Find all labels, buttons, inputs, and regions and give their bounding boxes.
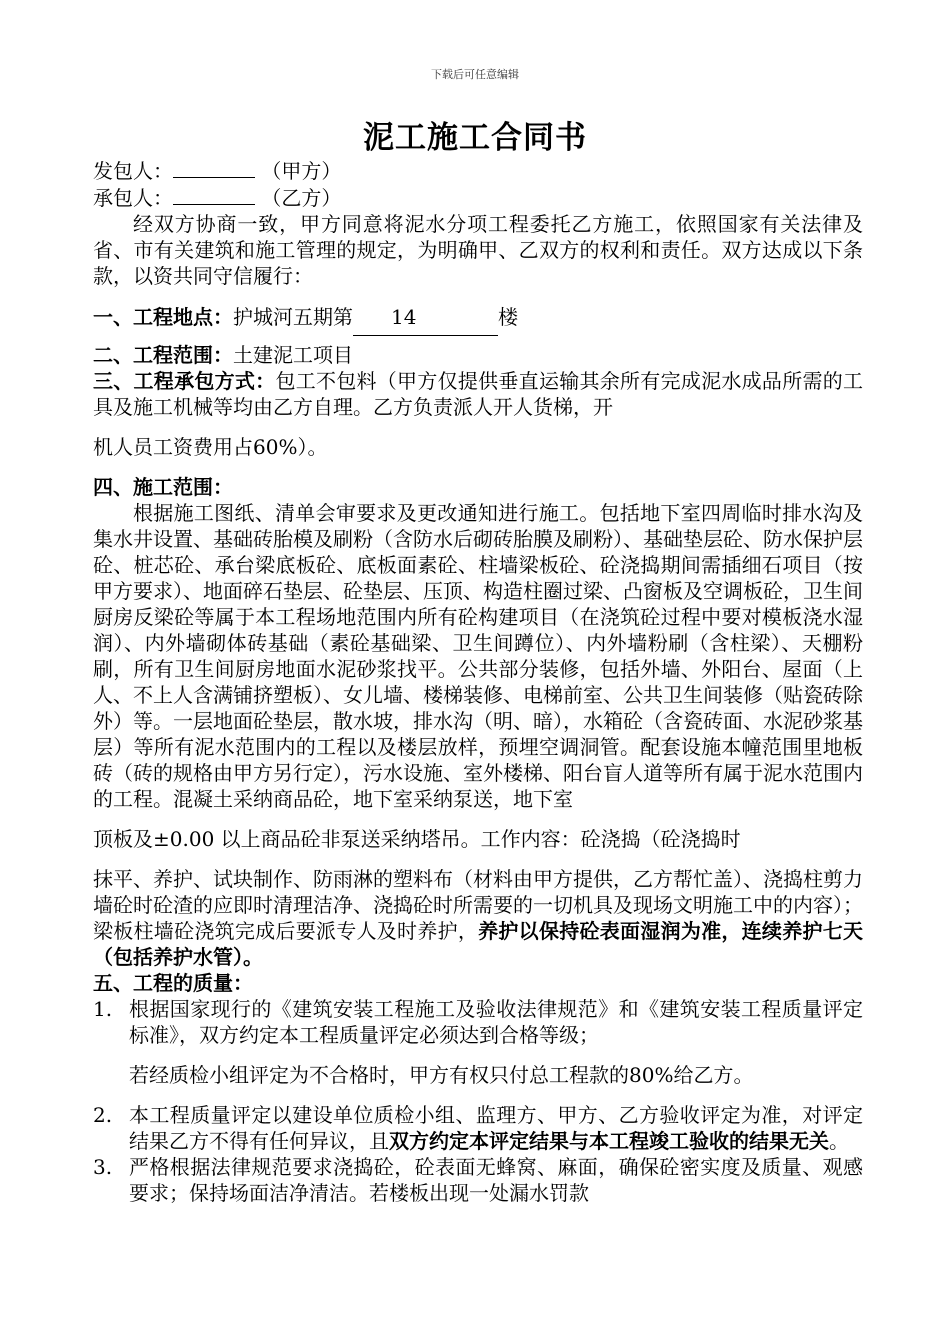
- list-number: 3.: [93, 1155, 113, 1179]
- section-1-text: 护城河五期第: [233, 305, 353, 329]
- document-title: 泥工施工合同书: [363, 120, 587, 156]
- intro-paragraph: 经双方协商一致，甲方同意将泥水分项工程委托乙方施工，依照国家有关法律及省、市有关建筑和施工管理的规定，为明确甲、乙双方的权利和责任。双方达成以下条款，以资共同守信履行：: [93, 212, 863, 288]
- quality-item-3-text: 严格根据法律规范要求浇捣砼，砼表面无蜂窝、麻面，确保砼密实度及质量、观感要求；保持场面洁净清洁。若楼板出现一处漏水罚款: [129, 1155, 863, 1205]
- section-1-suffix: 楼: [498, 305, 518, 329]
- section-4-para2: 顶板及±0.00 以上商品砼非泵送采纳塔吊。工作内容：砼浇捣（砼浇捣时: [93, 827, 741, 851]
- party-b-line: [93, 184, 863, 211]
- section-1: [93, 299, 863, 336]
- section-2-heading: 二、工程范围：: [93, 343, 233, 367]
- party-a-role: （甲方）: [261, 159, 342, 183]
- list-number: 1.: [93, 997, 113, 1021]
- party-b-role: （乙方）: [261, 186, 342, 210]
- document-body: [93, 157, 863, 1206]
- party-a-label: 发包人：: [93, 159, 173, 183]
- section-4-para3: [93, 866, 863, 970]
- building-number: [353, 299, 498, 336]
- quality-item-2: [93, 1102, 863, 1154]
- quality-item-2-tail: 。: [829, 1129, 849, 1153]
- section-3-heading: 三、工程承包方式：: [93, 369, 276, 393]
- section-4-heading: 四、施工范围：: [93, 475, 233, 499]
- quality-item-1: [93, 996, 863, 1088]
- section-4-para3-bold: 养护以保持砼表面湿润为准，连续养护七天（包括养护水管）。: [93, 919, 864, 969]
- quality-item-2-body: 本工程质量评定以建设单位质检小组、监理方、甲方、乙方验收评定为准，对评定结果乙方不得有任何异议，且: [129, 1103, 863, 1153]
- section-4-para3-text: 抹平、养护、试块制作、防雨淋的塑料布（材料由甲方提供，乙方帮忙盖）、浇捣柱剪力墙砼时砼渣的应即时清理洁净、浇捣砼时所需要的一切机具及现场文明施工中的内容）；梁板柱墙砼浇筑完成后要派专人及时养护，: [93, 867, 863, 943]
- quality-item-3: [93, 1154, 863, 1206]
- party-b-label: 承包人：: [93, 186, 173, 210]
- header-note: 下载后可任意编辑: [431, 68, 519, 81]
- section-5-heading: 五、工程的质量：: [93, 971, 253, 995]
- section-3: [93, 368, 863, 420]
- section-3-text-cont: 机人员工资费用占60%）。: [93, 435, 328, 459]
- quality-item-2-bold: 双方约定本评定结果与本工程竣工验收的结果无关: [389, 1129, 829, 1153]
- quality-item-2-text: [129, 1102, 863, 1154]
- building-number-value: 14: [391, 305, 417, 329]
- section-3-text: 包工不包料（甲方仅提供垂直运输其余所有完成泥水成品所需的工具及施工机械等均由乙方自理。乙方负责派人开人货梯，开: [93, 369, 864, 419]
- quality-item-1-extra: 若经质检小组评定为不合格时，甲方有权只付总工程款的80%给乙方。: [129, 1063, 754, 1087]
- section-4-para1: 根据施工图纸、清单会审要求及更改通知进行施工。包括地下室四周临时排水沟及集水井设置、基础砖胎模及刷粉（含防水后砌砖胎膜及刷粉）、基础垫层砼、防水保护层砼、桩芯砼、承台梁底板砼、底板面素砼、柱墙梁板砼、砼浇捣期间需插细石项目（按甲方要求）、地面碎石垫层、砼垫层、压顶、构造柱圈过梁、凸窗板及空调板砼，卫生间厨房反梁砼等属于本工程场地范围内所有砼构建项目（在浇筑砼过程中要对模板浇水湿润）、内外墙砌体砖基础（素砼基础梁、卫生间蹲位）、内外墙粉刷（含柱梁）、天棚粉刷，所有卫生间厨房地面水泥砂浆找平。公共部分装修，包括外墙、外阳台、屋面（上人、不上人含满铺挤塑板）、女儿墙、楼梯装修、电梯前室、公共卫生间装修（贴瓷砖除外）等。一层地面砼垫层，散水坡，排水沟（明、暗），水箱砼（含瓷砖面、水泥砂浆基层）等所有泥水范围内的工程以及楼层放样，预埋空调洞管。配套设施本幢范围里地板砖（砖的规格由甲方另行定），污水设施、室外楼梯、阳台盲人道等所有属于泥水范围内的工程。混凝土采纳商品砼，地下室采纳泵送，地下室: [93, 501, 863, 811]
- party-a-blank: [173, 157, 255, 178]
- quality-item-1-text: 根据国家现行的《建筑安装工程施工及验收法律规范》和《建筑安装工程质量评定标准》，双方约定本工程质量评定必须达到合格等级；: [129, 997, 863, 1047]
- section-2-text: 土建泥工项目: [233, 343, 353, 367]
- section-1-heading: 一、工程地点：: [93, 305, 233, 329]
- list-number: 2.: [93, 1103, 113, 1127]
- party-a-line: [93, 157, 863, 184]
- section-2: [93, 342, 863, 368]
- party-b-blank: [173, 184, 255, 205]
